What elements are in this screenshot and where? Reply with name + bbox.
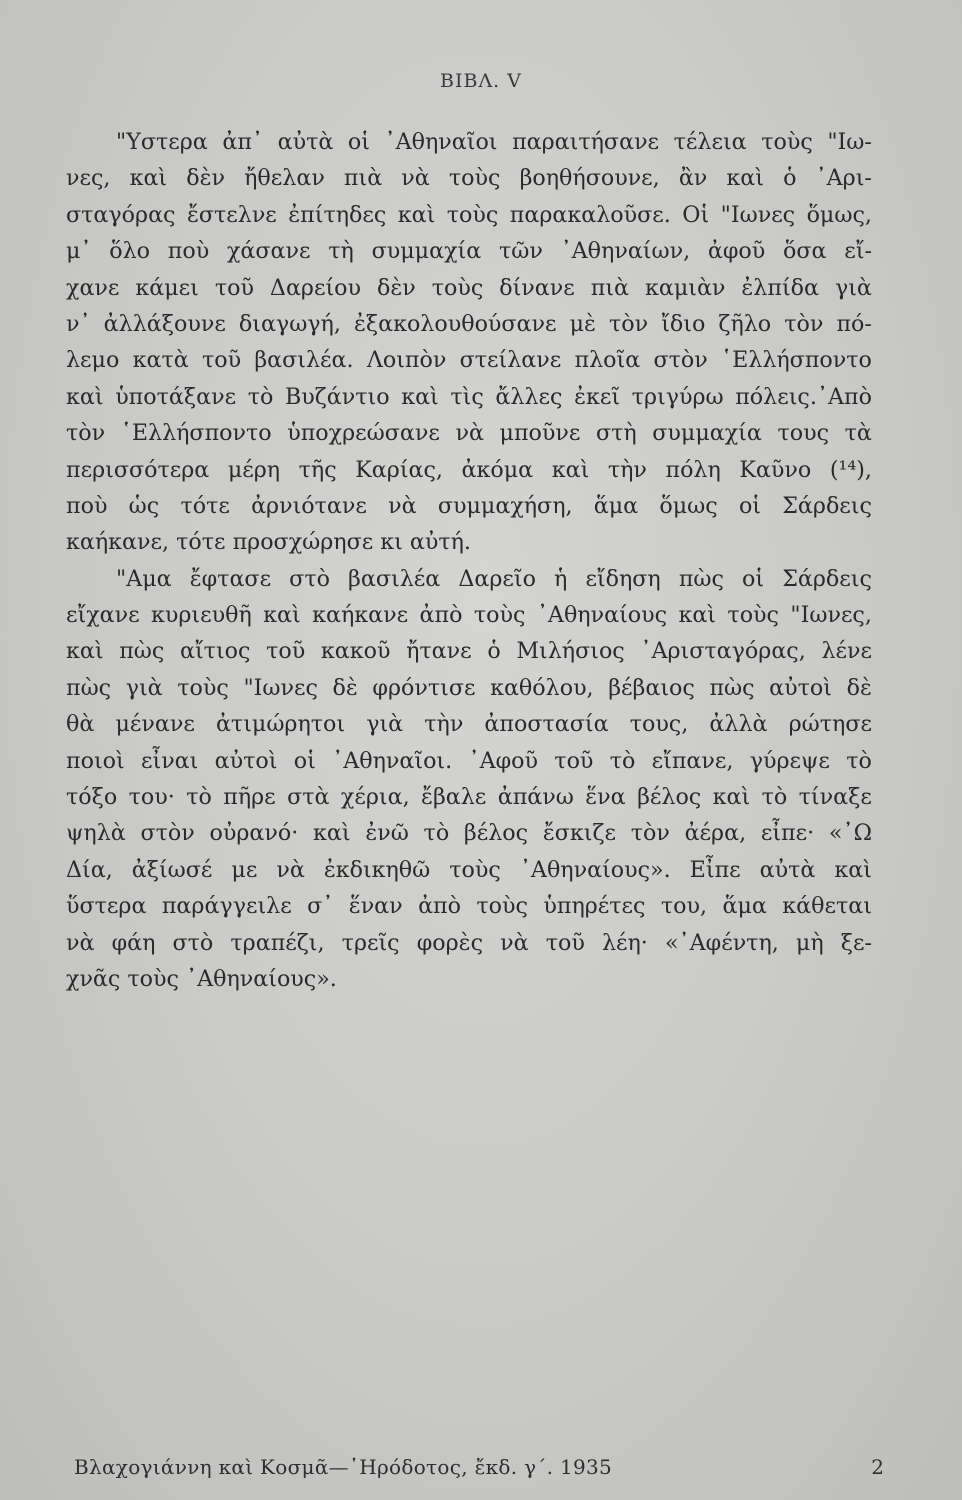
- text-line: πὼς γιὰ τοὺς "Ιωνες δὲ φρόντισε καθόλου, βέβαιος πὼς αὐτοὶ δὲ: [66, 674, 872, 701]
- text-line: νες, καὶ δὲν ἤθελαν πιὰ νὰ τοὺς βοηθήσουνε, ἂν καὶ ὁ ᾽Αρι-: [66, 165, 872, 192]
- text-line: καὶ ὑποτάξανε τὸ Βυζάντιο καὶ τὶς ἄλλες ἐκεῖ τριγύρω πόλεις.᾽Απὸ: [66, 383, 872, 410]
- text-line: "Αμα ἔφτασε στὸ βασιλέα Δαρεῖο ἡ εἴδηση πὼς οἱ Σάρδεις: [116, 565, 872, 592]
- text-line: τόξο του· τὸ πῆρε στὰ χέρια, ἔβαλε ἀπάνω ἕνα βέλος καὶ τὸ τίναξε: [66, 784, 872, 811]
- text-line: χανε κάμει τοῦ Δαρείου δὲν τοὺς δίνανε πιὰ καμιὰν ἐλπίδα γιὰ: [66, 274, 872, 301]
- text-line: περισσότερα μέρη τῆς Καρίας, ἀκόμα καὶ τὴν πόλη Καῦνο (¹⁴),: [66, 456, 872, 483]
- publisher-imprint: Βλαχογιάννη καὶ Κοσμᾶ—῾Ηρόδοτος, ἔκδ. γ΄. 1935: [74, 1455, 613, 1479]
- page-number: 2: [871, 1455, 884, 1479]
- text-line: τὸν ῾Ελλήσποντο ὑποχρεώσανε νὰ μποῦνε στὴ συμμαχία τους τὰ: [66, 420, 872, 447]
- text-line: σταγόρας ἔστελνε ἐπίτηδες καὶ τοὺς παρακαλοῦσε. Οἱ "Ιωνες ὅμως,: [66, 201, 872, 228]
- text-line: Δία, ἀξίωσέ με νὰ ἐκδικηθῶ τοὺς ᾽Αθηναίους». Εἶπε αὐτὰ καὶ: [66, 856, 872, 883]
- text-line: καὶ πὼς αἴτιος τοῦ κακοῦ ἤτανε ὁ Μιλήσιος ᾽Αρισταγόρας, λένε: [66, 638, 872, 665]
- text-line: χνᾶς τοὺς ᾽Αθηναίους».: [66, 965, 337, 992]
- text-line: καήκανε, τότε προσχώρησε κι αὐτή.: [66, 529, 471, 556]
- text-line: νὰ φάη στὸ τραπέζι, τρεῖς φορὲς νὰ τοῦ λέη· «᾽Αφέντη, μὴ ξε-: [66, 929, 872, 956]
- text-line: ποὺ ὡς τότε ἀρνιότανε νὰ συμμαχήση, ἅμα ὅμως οἱ Σάρδεις: [66, 492, 872, 519]
- running-head: ΒΙΒΛ. V: [440, 70, 522, 92]
- text-line: ν᾽ ἀλλάξουνε διαγωγή, ἐξακολουθούσανε μὲ τὸν ἴδιο ζῆλο τὸν πό-: [66, 310, 872, 337]
- text-line: μ᾽ ὅλο ποὺ χάσανε τὴ συμμαχία τῶν ᾽Αθηναίων, ἀφοῦ ὅσα εἴ-: [66, 238, 872, 265]
- text-line: ψηλὰ στὸν οὐρανό· καὶ ἐνῶ τὸ βέλος ἔσκιζε τὸν ἀέρα, εἶπε· «᾽Ω: [66, 820, 872, 847]
- body-text: [66, 124, 872, 997]
- text-line: λεμο κατὰ τοῦ βασιλέα. Λοιπὸν στείλανε πλοῖα στὸν ῾Ελλήσποντο: [66, 347, 872, 374]
- text-line: "Υστερα ἀπ᾽ αὐτὰ οἱ ᾽Αθηναῖοι παραιτήσανε τέλεια τοὺς "Ιω-: [116, 129, 872, 155]
- text-line: ποιοὶ εἶναι αὐτοὶ οἱ ᾽Αθηναῖοι. ᾽Αφοῦ τοῦ τὸ εἴπανε, γύρεψε τὸ: [66, 747, 872, 774]
- text-line: θὰ μένανε ἀτιμώρητοι γιὰ τὴν ἀποστασία τους, ἀλλὰ ρώτησε: [66, 711, 872, 738]
- text-line: ὕστερα παράγγειλε σ᾽ ἕναν ἀπὸ τοὺς ὑπηρέτες του, ἅμα κάθεται: [66, 893, 872, 920]
- text-line: εἴχανε κυριευθῆ καὶ καήκανε ἀπὸ τοὺς ᾽Αθηναίους καὶ τοὺς "Ιωνες,: [66, 602, 872, 629]
